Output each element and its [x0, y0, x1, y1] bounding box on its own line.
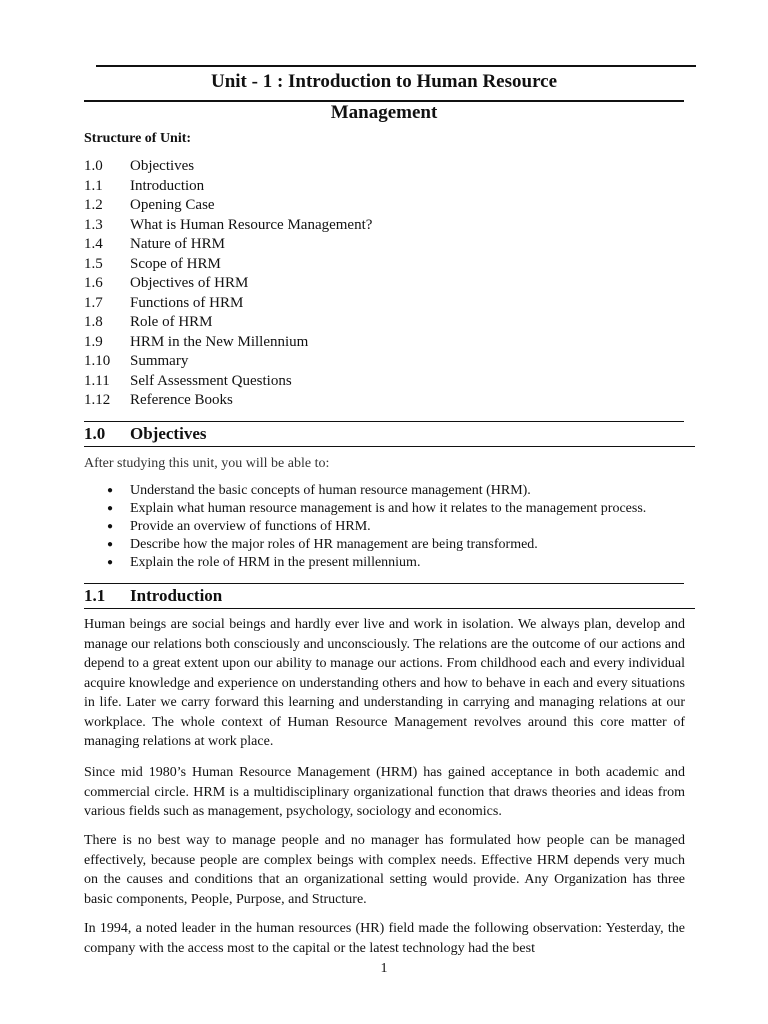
- toc-item-number: 1.8: [84, 314, 103, 330]
- list-item: [107, 500, 646, 518]
- bullet-icon: ●: [107, 521, 114, 532]
- toc-item-label: Opening Case: [130, 197, 215, 213]
- objectives-intro: After studying this unit, you will be able to:: [84, 456, 330, 471]
- objective-text: Describe how the major roles of HR management are being transformed.: [130, 537, 538, 552]
- toc-item: [84, 196, 372, 216]
- toc-item-label: Introduction: [130, 177, 205, 194]
- toc-item-label: HRM in the New Millennium: [130, 333, 309, 350]
- bullet-icon: ●: [107, 557, 114, 568]
- toc-item-number: 1.5: [84, 255, 103, 272]
- objectives-heading: [84, 424, 206, 444]
- objectives-heading-label: Objectives: [130, 424, 207, 443]
- unit-title-line-1: Unit - 1 : Introduction to Human Resource: [210, 71, 558, 92]
- introduction-paragraph-1: Human beings are social beings and hardly ever live and work in isolation. We always plan, develop and manage our relations both consciously and unconsciously. The relations are the outcome of our actions and depend to a great extent upon our ability to manage our actions. From childhood each and every individual acquire knowledge and experience on understanding others and how to behave in each and every situations in life. Later we carry forward this learning and understanding in carrying and managing relations at our workplace. The whole context of Human Resource Management revolves around this core matter of managing relations at work place.: [84, 617, 685, 749]
- toc-item-label: Self Assessment Questions: [130, 372, 292, 389]
- toc-item-label: Objectives: [130, 158, 195, 174]
- toc-item-number: 1.2: [84, 197, 103, 213]
- list-item: [107, 554, 646, 572]
- toc-item-label: Functions of HRM: [130, 294, 244, 311]
- structure-heading: Structure of Unit:: [84, 131, 192, 146]
- introduction-heading-label: Introduction: [130, 586, 223, 605]
- toc-item: [84, 333, 372, 353]
- page-number: 1: [380, 961, 388, 976]
- objectives-heading-number: 1.0: [84, 424, 106, 443]
- objectives-bottom-rule: [84, 446, 695, 447]
- objective-text: Provide an overview of functions of HRM.: [130, 519, 371, 534]
- introduction-paragraph-3: There is no best way to manage people and no manager has formulated how people can be managed effectively, because people are complex beings with complex needs. Effective HRM depends very much on the causes and conditions that an organizational setting would provide. Any Organization has three basic components, People, Purpose, and Structure.: [84, 833, 685, 907]
- toc-item-number: 1.1: [84, 177, 103, 194]
- introduction-paragraph-4: In 1994, a noted leader in the human resources (HR) field made the following observation: Yesterday, the company with the access most to the capital or the latest technology had the best: [84, 921, 685, 956]
- list-item: [107, 536, 646, 554]
- list-item: [107, 482, 646, 500]
- unit-title-line-2: Management: [330, 102, 438, 123]
- toc-item: [84, 294, 372, 314]
- toc-item-number: 1.4: [84, 236, 103, 252]
- structure-list: [84, 157, 372, 411]
- objective-text: Explain the role of HRM in the present millennium.: [130, 555, 421, 570]
- objectives-top-rule: [84, 421, 684, 422]
- toc-item: [84, 274, 372, 294]
- list-item: [107, 518, 646, 536]
- introduction-top-rule: [84, 583, 684, 584]
- bullet-icon: ●: [107, 485, 114, 496]
- title-top-rule: [96, 65, 696, 67]
- toc-item: [84, 391, 372, 411]
- objective-text: Explain what human resource management is and how it relates to the management process.: [130, 501, 647, 516]
- bullet-icon: ●: [107, 503, 114, 514]
- toc-item-number: 1.7: [84, 294, 103, 311]
- toc-item: [84, 255, 372, 275]
- toc-item: [84, 372, 372, 392]
- toc-item-number: 1.12: [84, 392, 111, 408]
- toc-item: [84, 177, 372, 197]
- introduction-bottom-rule: [84, 608, 695, 609]
- toc-item-label: Scope of HRM: [130, 255, 221, 272]
- objective-text: Understand the basic concepts of human resource management (HRM).: [130, 483, 531, 498]
- toc-item-number: 1.10: [84, 353, 111, 369]
- toc-item-number: 1.9: [84, 333, 103, 350]
- introduction-heading: [84, 586, 222, 606]
- toc-item-label: Objectives of HRM: [130, 275, 249, 291]
- toc-item-label: Role of HRM: [130, 314, 213, 330]
- introduction-paragraph-2: Since mid 1980’s Human Resource Management (HRM) has gained acceptance in both academic and commercial circle. HRM is a multidisciplinary organizational function that draws theories and ideas from various fields such as management, psychology, sociology and economics.: [84, 765, 685, 819]
- toc-item-number: 1.0: [84, 158, 103, 174]
- toc-item: [84, 157, 372, 177]
- toc-item-label: What is Human Resource Management?: [130, 216, 373, 233]
- toc-item-number: 1.6: [84, 275, 103, 291]
- toc-item-label: Reference Books: [130, 392, 233, 408]
- toc-item-label: Summary: [130, 353, 189, 369]
- toc-item-label: Nature of HRM: [130, 236, 225, 252]
- bullet-icon: ●: [107, 539, 114, 550]
- toc-item-number: 1.11: [84, 372, 110, 389]
- toc-item: [84, 352, 372, 372]
- introduction-heading-number: 1.1: [84, 586, 106, 605]
- toc-item-number: 1.3: [84, 216, 103, 233]
- toc-item: [84, 313, 372, 333]
- objectives-list: [107, 482, 646, 572]
- toc-item: [84, 216, 372, 236]
- toc-item: [84, 235, 372, 255]
